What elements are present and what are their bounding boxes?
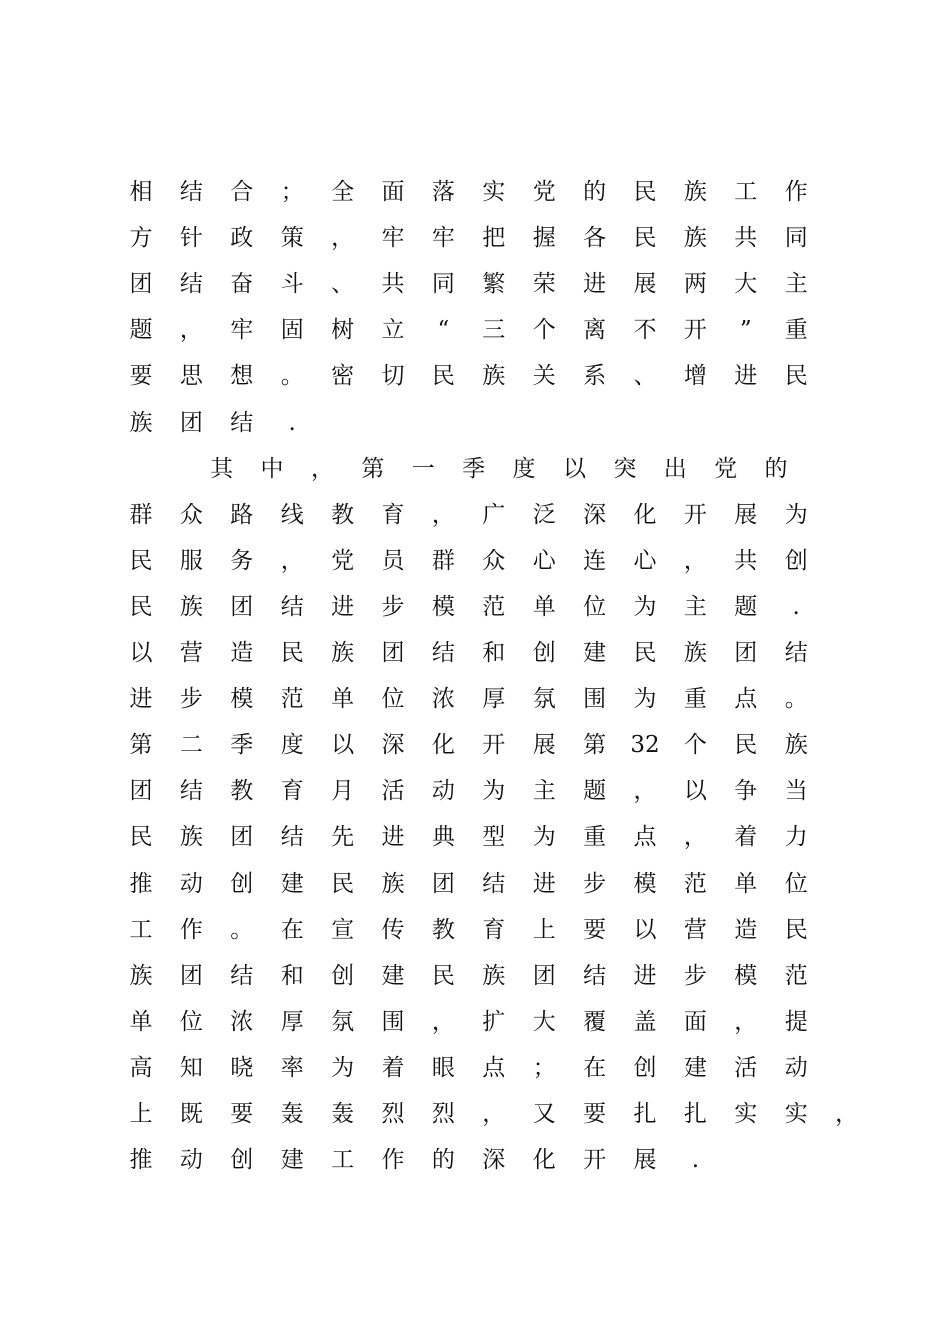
text-line: 民 族 团 结 进 步 模 范 单 位 为 主 题 . <box>129 593 800 620</box>
text-line: 要 思 想 。 密 切 民 族 关 系 、 增 进 民 <box>129 363 808 390</box>
text-line: 题 ， 牢 固 树 立 “ 三 个 离 不 开 ” 重 <box>129 317 808 344</box>
text-line: 推 动 创 建 工 作 的 深 化 开 展 . <box>129 1147 700 1174</box>
text-line: 民 服 务 ， 党 员 群 众 心 连 心 ， 共 创 <box>129 547 808 574</box>
text-line: 工 作 。 在 宣 传 教 育 上 要 以 营 造 民 <box>129 916 808 943</box>
text-line: 第 二 季 度 以 深 化 开 展 第 32 个 民 族 <box>129 732 808 759</box>
text-line: 民 族 团 结 先 进 典 型 为 重 点 ， 着 力 <box>129 824 808 851</box>
text-line: 团 结 教 育 月 活 动 为 主 题 ， 以 争 当 <box>129 778 808 805</box>
text-line: 进 步 模 范 单 位 浓 厚 氛 围 为 重 点 。 <box>129 686 808 713</box>
text-line: 群 众 路 线 教 育 ， 广 泛 深 化 开 展 为 <box>129 501 808 528</box>
text-line: 族 团 结 和 创 建 民 族 团 结 进 步 模 范 <box>129 962 808 989</box>
text-line: 单 位 浓 厚 氛 围 ， 扩 大 覆 盖 面 ， 提 <box>129 1008 808 1035</box>
text-line: 团 结 奋 斗 、 共 同 繁 荣 进 展 两 大 主 <box>129 271 808 298</box>
text-line: 上 既 要 轰 轰 烈 烈 ， 又 要 扎 扎 实 实 ， <box>129 1101 859 1127</box>
text-line: 族 团 结 . <box>129 409 296 436</box>
text-line: 其 中 ， 第 一 季 度 以 突 出 党 的 <box>210 455 788 482</box>
text-line: 方 针 政 策 ， 牢 牢 把 握 各 民 族 共 同 <box>129 225 808 252</box>
text-line: 以 营 造 民 族 团 结 和 创 建 民 族 团 结 <box>129 640 808 666</box>
text-line: 高 知 晓 率 为 着 眼 点 ； 在 创 建 活 动 <box>129 1054 808 1081</box>
text-line: 推 动 创 建 民 族 团 结 进 步 模 范 单 位 <box>129 870 808 897</box>
text-line: 相 结 合 ； 全 面 落 实 党 的 民 族 工 作 <box>129 179 808 205</box>
